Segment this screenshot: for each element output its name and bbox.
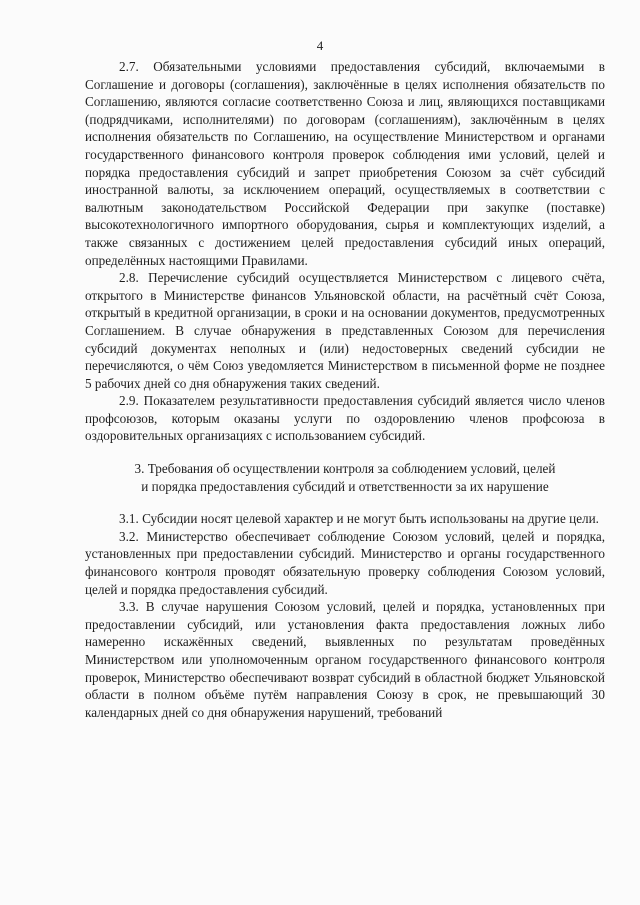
paragraph-text: Перечисление субсидий осуществляется Министерством с лицевого счёта, открытого в Министерстве финансов Ульяновской области, на расчётный счёт Союза, открытый в кредитной организации, в сроки и на основании документов, предусмотренных Соглашением. В случае обнаружения в представленных Союзом для перечисления субсидий документах неполных и (или) недостоверных сведений субсидии не перечисляются, о чём Союз уведомляется Министерством в письменной форме не позднее 5 рабочих дней со дня обнаружения таких сведений. — [85, 270, 606, 391]
paragraph-text: В случае нарушения Союзом условий, целей и порядка, установленных при предоставлении субсидий, или установления факта предоставления ложных либо намеренно искажённых сведений, выявленных по результатам проведённых Министерством или уполномоченным органом государственного финансового контроля проверок, Министерство обеспечивают возврат субсидий в областной бюджет Ульяновской области в полном объёме путём направления Союзу в срок, не превышающий 30 календарных дней со дня обнаружения нарушений, требований — [85, 599, 606, 720]
paragraph-text: Обязательными условиями предоставления субсидий, включаемыми в Соглашение и договоры (соглашения), заключённые в целях исполнения обязательств по Соглашению, являются согласие соответственно Союза и лиц, являющихся поставщиками (подрядчиками, исполнителями) по договорам (соглашениям), заключённым в целях исполнения обязательств по Соглашению, на осуществление Министерством и органами государственного финансового контроля проверок соблюдения ими условий, целей и порядка предоставления субсидий и запрет приобретения Союзом за счёт субсидий иностранной валюты, за исключением операций, осуществляемых в соответствии с валютным законодательством Российской Федерации при закупке (поставке) высокотехнологичного импортного оборудования, сырья и комплектующих изделий, а также связанных с достижением целей предоставления субсидий иных операций, определённых настоящими Правилами. — [85, 59, 606, 268]
paragraph-2-9 — [85, 392, 605, 445]
paragraph-3-2 — [85, 528, 605, 598]
paragraph-number: 3.2. — [119, 528, 139, 544]
section-heading-line-1: 3. Требования об осуществлении контроля за соблюдением условий, целей — [134, 461, 556, 477]
paragraph-number: 2.7. — [119, 59, 139, 74]
section-heading-line-2: и порядка предоставления субсидий и ответственности за их нарушение — [141, 478, 549, 494]
document-body — [85, 58, 605, 721]
page-number: 4 — [316, 38, 324, 53]
paragraph-number: 3.3. — [119, 599, 139, 615]
paragraph-3-1 — [85, 510, 605, 528]
paragraph-3-3 — [85, 598, 605, 721]
paragraph-2-8 — [85, 269, 605, 392]
section-heading — [85, 460, 605, 495]
paragraph-2-7 — [85, 58, 605, 269]
paragraph-number: 3.1. — [119, 511, 139, 527]
paragraph-text: Субсидии носят целевой характер и не могут быть использованы на другие цели. — [142, 511, 599, 527]
paragraph-text: Показателем результативности предоставления субсидий является число членов профсоюзов, которым оказаны услуги по оздоровлению членов профсоюза в оздоровительных организациях с использованием субсидий. — [85, 393, 605, 444]
paragraph-text: Министерство обеспечивает соблюдение Союзом условий, целей и порядка, установленных при предоставлении субсидий. Министерство и органы государственного финансового контроля проводят обязательную проверку соблюдения Союзом условий, целей и порядка предоставления субсидий. — [85, 528, 606, 597]
paragraph-number: 2.8. — [119, 270, 139, 286]
paragraph-number: 2.9. — [119, 393, 139, 409]
